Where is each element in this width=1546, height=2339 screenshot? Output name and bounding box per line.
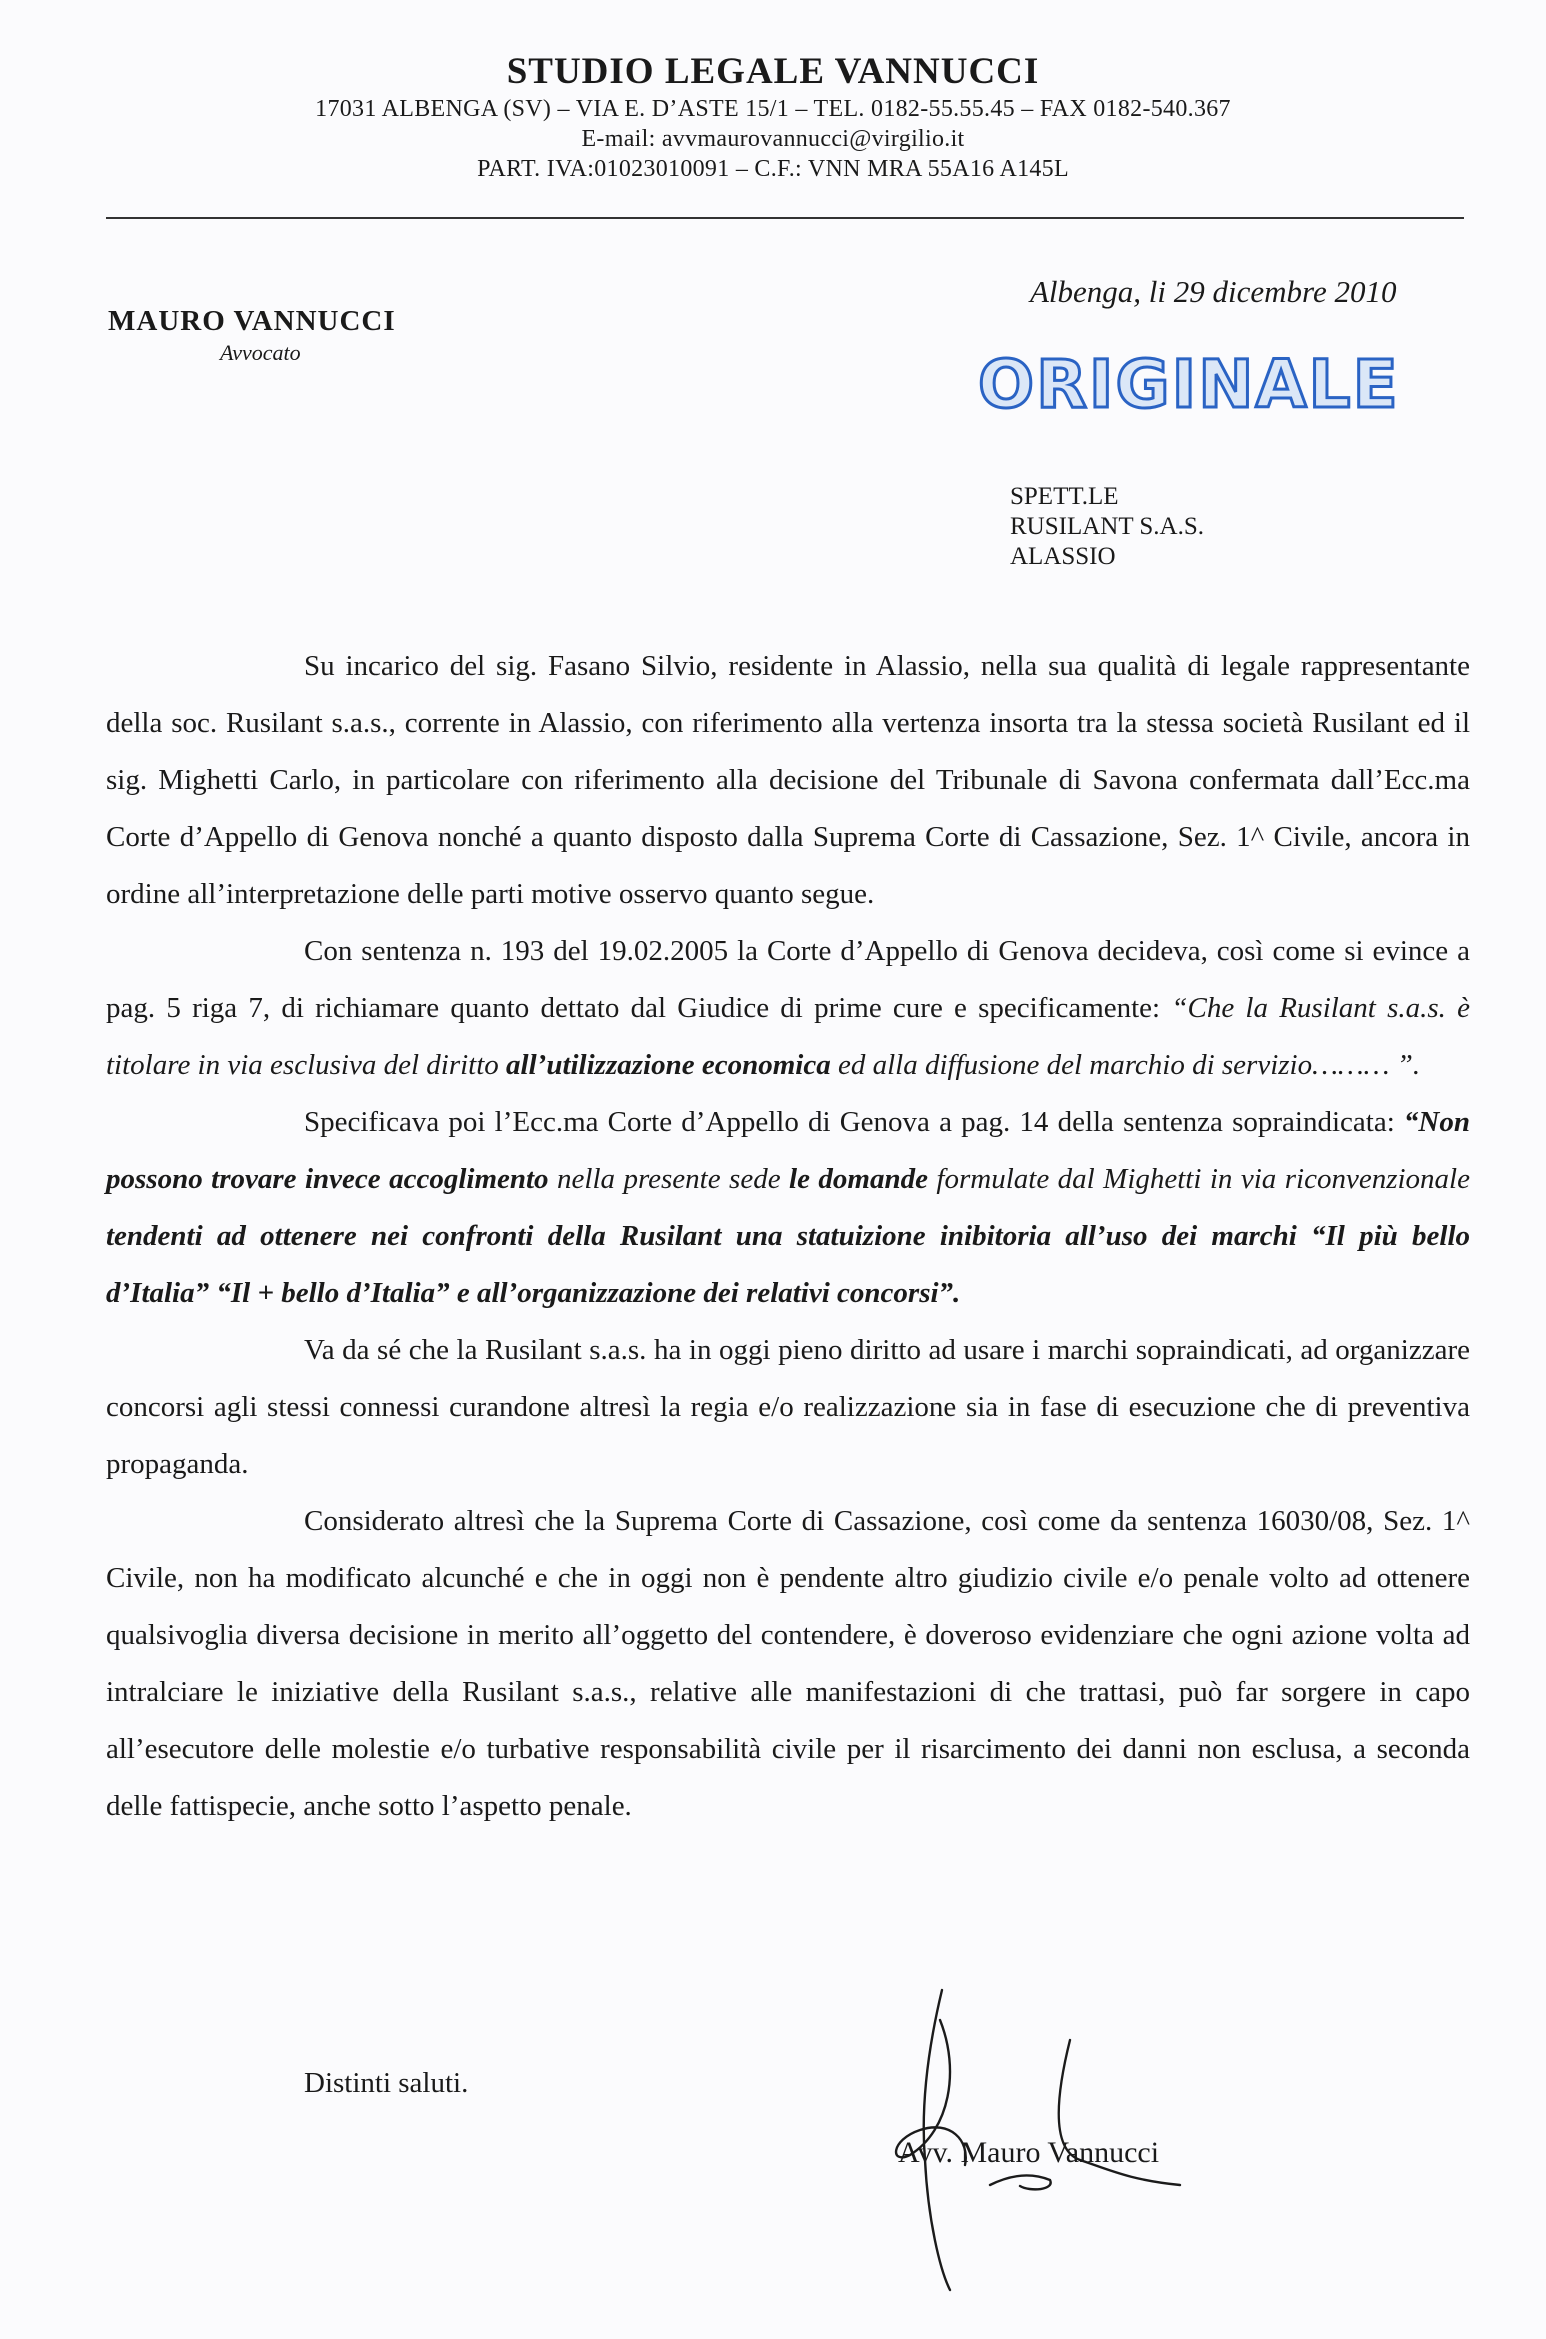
signature-name: Avv. Mauro Vannucci xyxy=(898,2136,1160,2169)
p3-text-a: Specificava poi l’Ecc.ma Corte d’Appello di Genova a pag. 14 della sentenza sopraindicata: xyxy=(304,1106,1404,1138)
author-block xyxy=(108,303,396,367)
p2-quote-a: “Che la Rusilant s.a.s. è titolare in via esclusiva del diritto xyxy=(106,992,1470,1081)
paragraph-5: Considerato altresì che la Suprema Corte di Cassazione, così come da sentenza 16030/08, Sez. 1^ Civile, non ha modificato alcunché e che in oggi non è pendente altro giudizio civile e/o penale volto ad ottenere qualsivoglia diversa decisione in merito all’oggetto del contendere, è doveroso evidenziare che ogni azione volta ad intralciare le iniziative della Rusilant s.a.s., relative alle manifestazioni di che trattasi, può far sorgere in capo all’esecutore delle molestie e/o turbative responsabilità civile per il risarcimento dei danni non esclusa, a seconda delle fattispecie, anche sotto l’aspetto penale. xyxy=(106,1505,1470,1822)
original-stamp xyxy=(978,345,1408,425)
p3-quote-bold-c: tendenti ad ottenere nei confronti della Rusilant una statuizione inibitoria all’uso dei marchi “Il più bello d’Italia” “Il + bello d’Italia” e all’organizzazione dei relativi concorsi”. xyxy=(106,1220,1470,1309)
salutation: Distinti saluti. xyxy=(304,2067,469,2099)
p3-quote-a: nella presente sede xyxy=(548,1163,790,1195)
p3-quote-bold-a: “Non possono trovare invece accoglimento xyxy=(106,1106,1470,1195)
firm-email: E-mail: avvmaurovannucci@virgilio.it xyxy=(581,126,965,152)
paragraph-2 xyxy=(106,923,1470,1094)
p2-quote-b: ed alla diffusione del marchio di servizio……… ”. xyxy=(830,1049,1421,1081)
header-divider xyxy=(106,217,1464,219)
firm-tax-id: PART. IVA:01023010091 – C.F.: VNN MRA 55A16 A145L xyxy=(477,156,1069,182)
p2-text-a: Con sentenza n. 193 del 19.02.2005 la Corte d’Appello di Genova decideva, così come si evince a pag. 5 riga 7, di richiamare quanto dettato dal Giudice di prime cure e specificamente: xyxy=(106,935,1470,1024)
author-title: Avvocato xyxy=(220,340,301,365)
paragraph-4: Va da sé che la Rusilant s.a.s. ha in oggi pieno diritto ad usare i marchi sopraindicati, ad organizzare concorsi agli stessi connessi curandone altresì la regia e/o realizzazione sia in fase di esecuzione che di preventiva propaganda. xyxy=(106,1334,1470,1480)
p3-quote-b: formulate dal Mighetti in via riconvenzionale xyxy=(927,1163,1470,1195)
p3-quote-bold-b: le domande xyxy=(789,1163,928,1195)
recipient-block xyxy=(1010,482,1204,572)
firm-name: STUDIO LEGALE VANNUCCI xyxy=(506,51,1040,92)
recipient-line-2: RUSILANT S.A.S. xyxy=(1010,513,1205,540)
firm-address: 17031 ALBENGA (SV) – VIA E. D’ASTE 15/1 – TEL. 0182-55.55.45 – FAX 0182-540.367 xyxy=(315,96,1231,122)
recipient-line-1: SPETT.LE xyxy=(1010,483,1119,510)
paragraph-1: Su incarico del sig. Fasano Silvio, residente in Alassio, nella sua qualità di legale rappresentante della soc. Rusilant s.a.s., corrente in Alassio, con riferimento alla vertenza insorta tra la stessa società Rusilant ed il sig. Mighetti Carlo, in particolare con riferimento alla decisione del Tribunale di Savona confermata dall’Ecc.ma Corte d’Appello di Genova nonché a quanto disposto dalla Suprema Corte di Cassazione, Sez. 1^ Civile, ancora in ordine all’interpretazione delle parti motive osservo quanto segue. xyxy=(106,650,1470,910)
paragraph-3 xyxy=(106,1094,1470,1322)
letter-date: Albenga, li 29 dicembre 2010 xyxy=(1030,274,1397,309)
p2-quote-bold: all’utilizzazione economica xyxy=(506,1049,831,1081)
letter-body xyxy=(106,638,1470,1835)
recipient-line-3: ALASSIO xyxy=(1010,543,1116,570)
author-name: MAURO VANNUCCI xyxy=(108,305,396,337)
stamp-text: ORIGINALE xyxy=(978,346,1400,423)
letterhead xyxy=(0,50,1546,184)
